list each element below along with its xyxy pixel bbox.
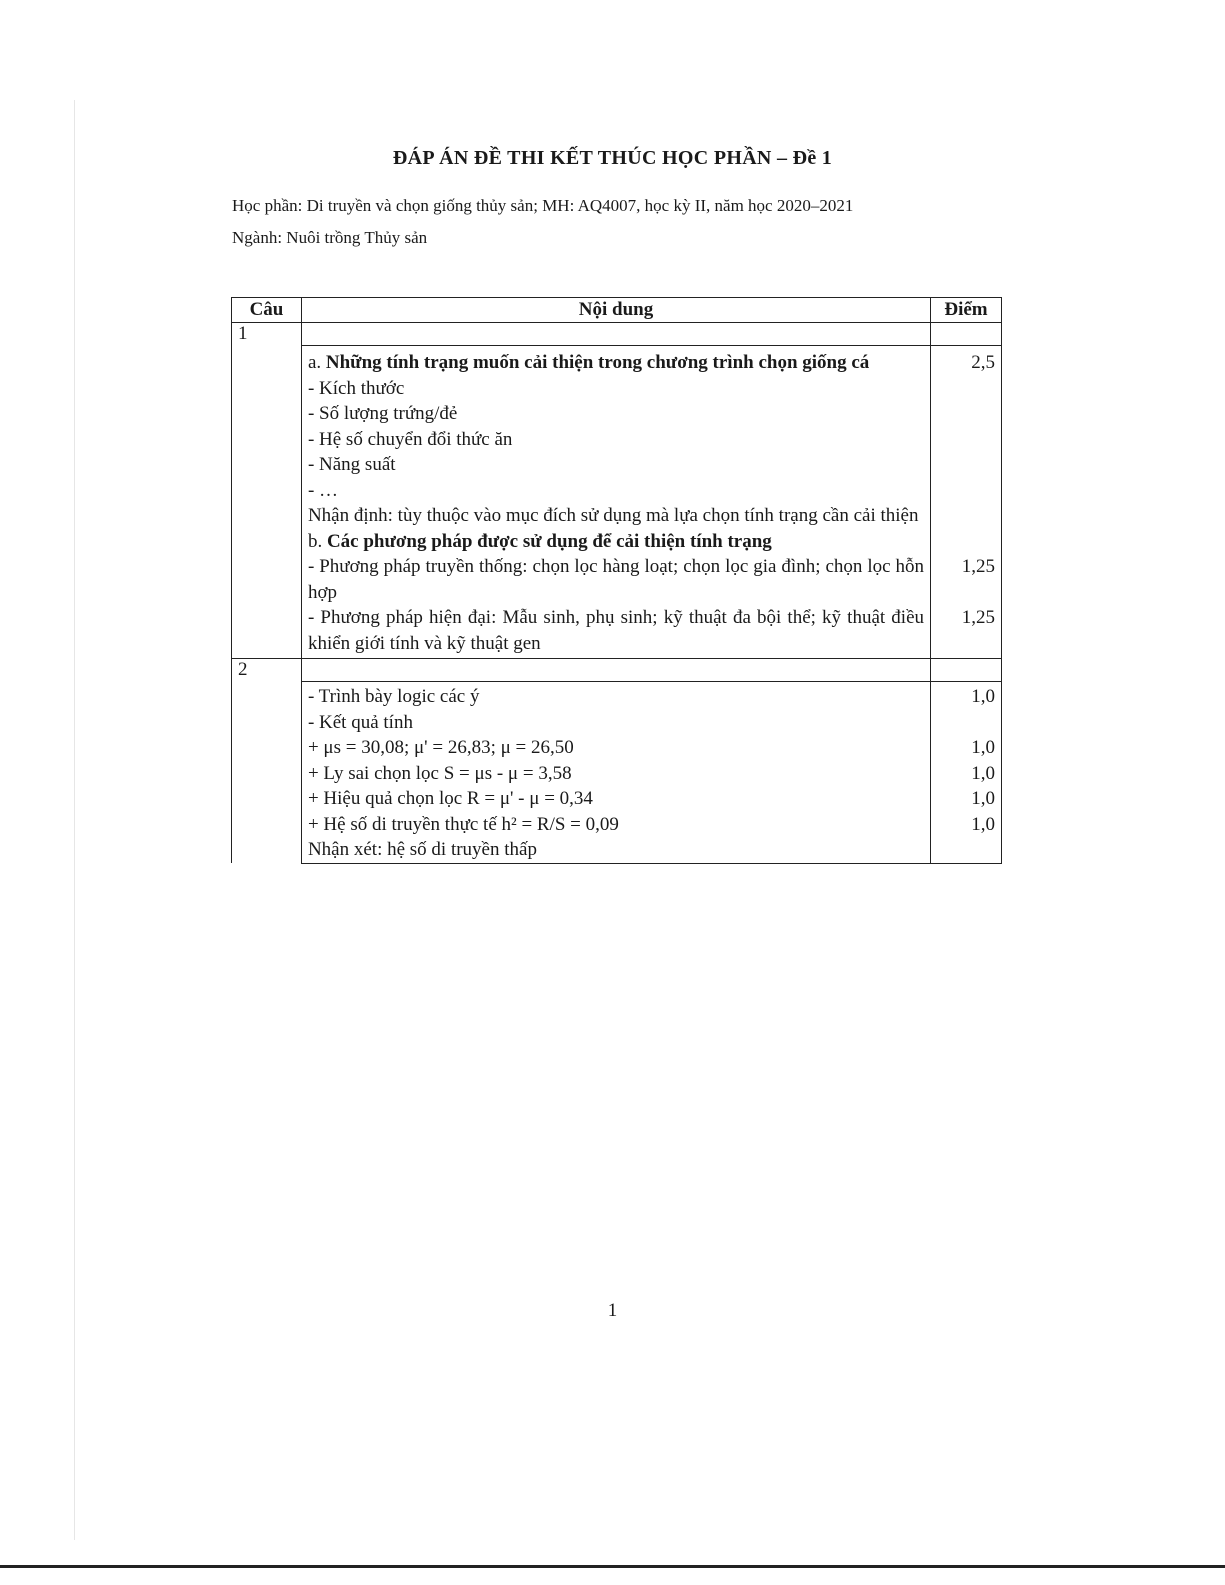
- question-1-content-row: [232, 346, 1002, 659]
- header-question: Câu: [232, 298, 302, 323]
- empty-cell: [301, 323, 930, 346]
- list-item: - Hệ số chuyển đổi thức ăn: [307, 428, 513, 450]
- header-score: Điểm: [931, 298, 1002, 323]
- list-item: - Năng suất: [307, 454, 396, 475]
- empty-cell: [931, 323, 1002, 346]
- document-title: ĐÁP ÁN ĐỀ THI KẾT THÚC HỌC PHẦN – Đề 1: [392, 147, 833, 169]
- answer-line: - Trình bày logic các ý: [307, 686, 480, 707]
- answer-line: Nhận xét: hệ số di truyền thấp: [307, 839, 537, 860]
- score-value: 2,5: [971, 352, 995, 373]
- empty-cell: [301, 659, 930, 682]
- header-content: Nội dung: [301, 298, 930, 323]
- question-2-number-row: [232, 659, 1002, 682]
- score-value: 1,0: [971, 813, 995, 835]
- answer-key-table: [231, 297, 1002, 864]
- list-item: - …: [307, 479, 339, 501]
- score-value: 1,0: [971, 737, 995, 758]
- list-item: - Kích thước: [307, 377, 405, 399]
- question-2-content-row: [232, 682, 1002, 864]
- question-number-spacer: [232, 682, 302, 864]
- part-b-item-modern: - Phương pháp hiện đại: Mẫu sinh, phụ sinh; kỹ thuật đa bội thể; kỹ thuật điều khiển giới tính và kỹ thuật gen: [307, 607, 925, 654]
- question-number: 2: [232, 659, 302, 682]
- question-2-content: [301, 682, 930, 864]
- answer-line: - Kết quả tính: [307, 711, 413, 733]
- part-b-item-traditional: - Phương pháp truyền thống: chọn lọc hàng loạt; chọn lọc gia đình; chọn lọc hỗn hợp: [307, 556, 925, 603]
- score-value: 1,0: [971, 686, 995, 707]
- answer-line: + Ly sai chọn lọc S = μs - μ = 3,58: [307, 762, 572, 784]
- answer-line: + Hiệu quả chọn lọc R = μ' - μ = 0,34: [307, 788, 593, 809]
- score-value: 1,25: [961, 556, 995, 577]
- empty-cell: [931, 659, 1002, 682]
- question-number-spacer: [232, 346, 302, 659]
- page-number: 1: [607, 1300, 618, 1321]
- score-value: 1,0: [971, 762, 995, 784]
- scan-edge-line: [74, 100, 75, 1540]
- table-header-row: [232, 298, 1002, 323]
- answer-line: + Hệ số di truyền thực tế h² = R/S = 0,09: [307, 813, 619, 835]
- part-a-note: Nhận định: tùy thuộc vào mục đích sử dụng mà lựa chọn tính trạng cần cải thiện: [307, 505, 919, 526]
- answer-line: + μs = 30,08; μ' = 26,83; μ = 26,50: [307, 737, 574, 758]
- question-number: 1: [232, 323, 302, 346]
- course-info: Học phần: Di truyền và chọn giống thủy sản; MH: AQ4007, học kỳ II, năm học 2020–2021: [232, 196, 854, 215]
- question-2-scores: [931, 682, 1002, 864]
- question-1-content: [301, 346, 930, 659]
- part-a-heading: a. Những tính trạng muốn cải thiện trong chương trình chọn giống cá: [307, 352, 870, 373]
- part-b-heading: b. Các phương pháp được sử dụng để cải thiện tính trạng: [307, 530, 772, 552]
- question-1-number-row: [232, 323, 1002, 346]
- list-item: - Số lượng trứng/đẻ: [307, 403, 458, 424]
- score-value: 1,0: [971, 788, 995, 809]
- major-info: Ngành: Nuôi trồng Thủy sản: [232, 228, 428, 247]
- scan-bottom-edge: [0, 1565, 1225, 1568]
- question-1-scores: [931, 346, 1002, 659]
- score-value: 1,25: [961, 607, 995, 628]
